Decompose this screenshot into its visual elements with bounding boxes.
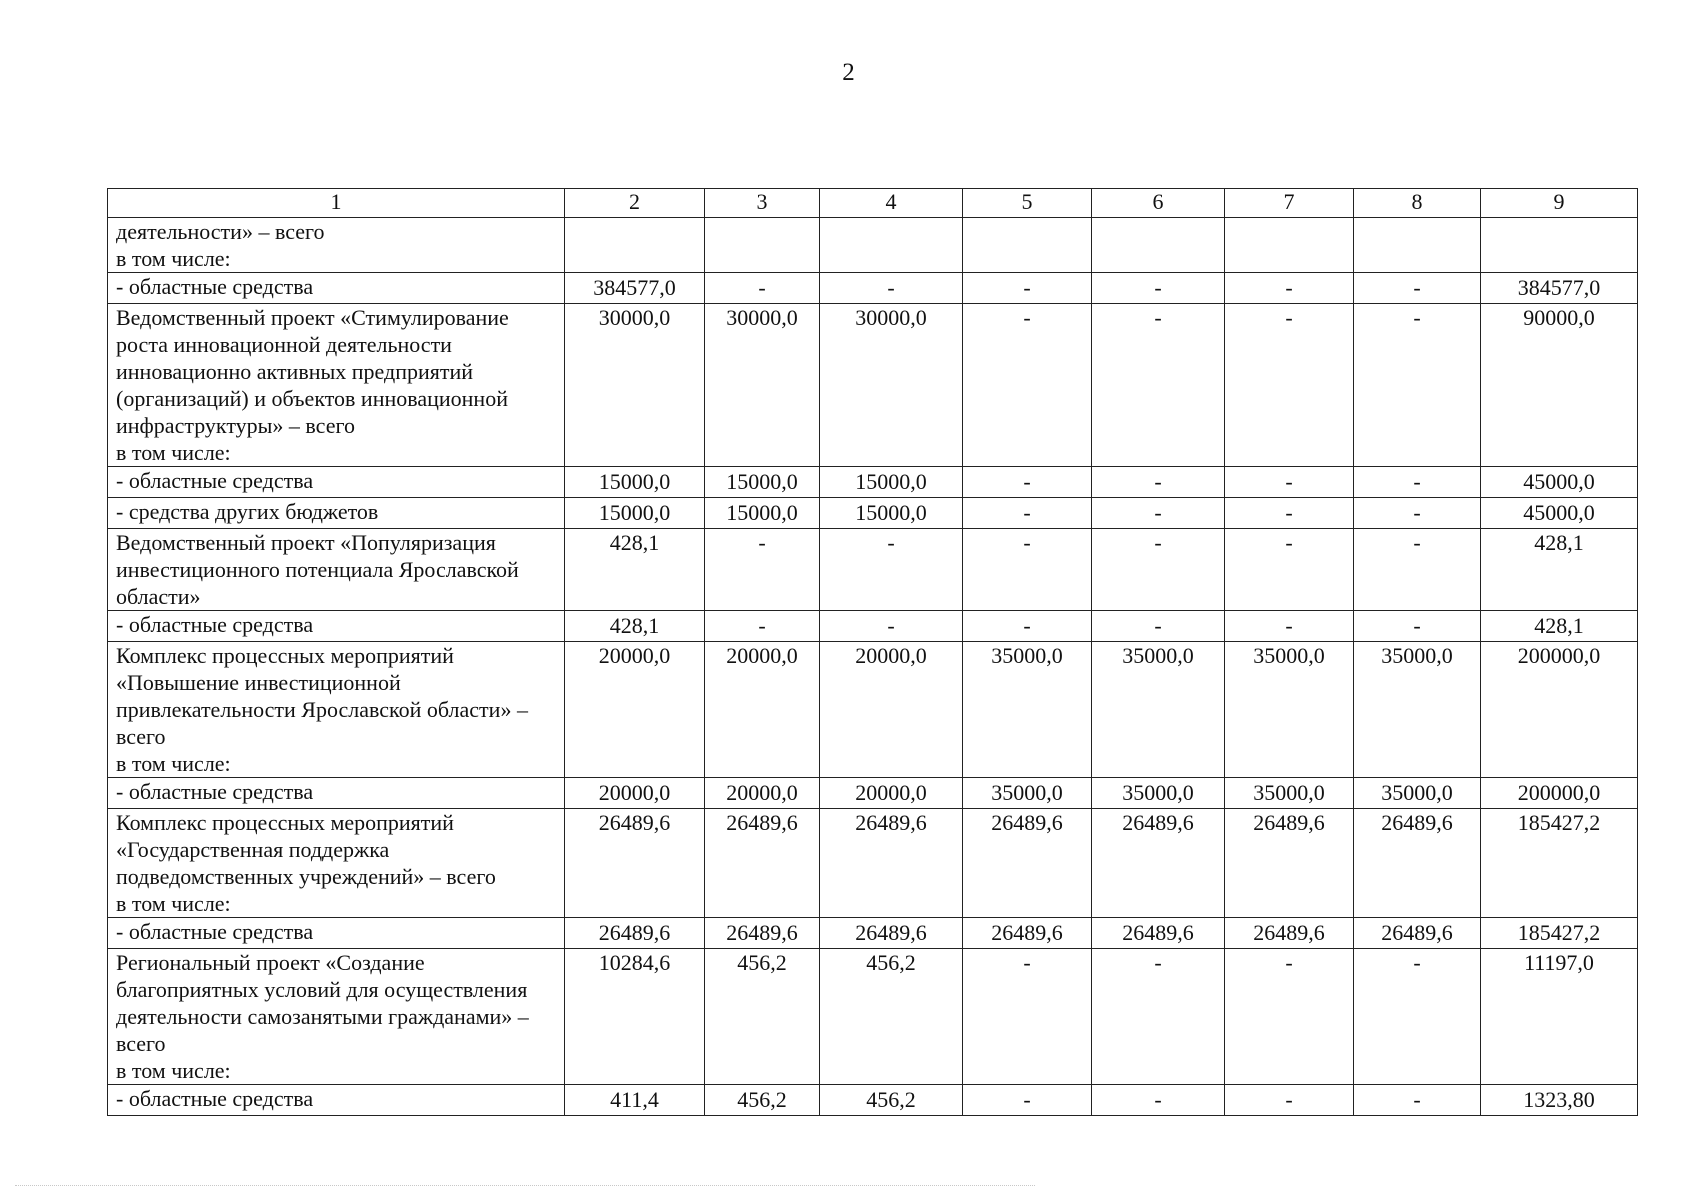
total-value-cell: 185427,2 bbox=[1481, 809, 1638, 918]
year-value-cell: - bbox=[1354, 273, 1481, 304]
column-header: 4 bbox=[820, 189, 963, 218]
funding-source-row bbox=[108, 918, 1638, 949]
year-value-cell: - bbox=[820, 611, 963, 642]
year-value-cell: 15000,0 bbox=[565, 467, 705, 498]
year-value-cell: - bbox=[1092, 529, 1225, 611]
year-value-cell: 26489,6 bbox=[820, 809, 963, 918]
year-value-cell: 456,2 bbox=[705, 949, 820, 1085]
column-header: 9 bbox=[1481, 189, 1638, 218]
row-label: Ведомственный проект «Стимулирование роста инновационной деятельности инновационно активных предприятий (организаций) и объектов инновационной инфраструктуры» – всего в том числе: bbox=[108, 304, 565, 467]
total-value-cell: 45000,0 bbox=[1481, 467, 1638, 498]
year-value-cell: - bbox=[1225, 949, 1354, 1085]
year-value-cell: 26489,6 bbox=[1092, 809, 1225, 918]
total-value-cell: 90000,0 bbox=[1481, 304, 1638, 467]
year-value-cell: - bbox=[963, 467, 1092, 498]
year-value-cell: - bbox=[1354, 467, 1481, 498]
year-value-cell: - bbox=[1225, 304, 1354, 467]
year-value-cell: 20000,0 bbox=[705, 778, 820, 809]
year-value-cell bbox=[565, 218, 705, 273]
row-label: Региональный проект «Создание благоприятных условий для осуществления деятельности самозанятыми гражданами» – всего в том числе: bbox=[108, 949, 565, 1085]
year-value-cell: 20000,0 bbox=[705, 642, 820, 778]
column-header: 2 bbox=[565, 189, 705, 218]
year-value-cell: 26489,6 bbox=[1225, 809, 1354, 918]
year-value-cell: 26489,6 bbox=[705, 809, 820, 918]
total-value-cell bbox=[1481, 218, 1638, 273]
year-value-cell: - bbox=[1092, 498, 1225, 529]
year-value-cell: 15000,0 bbox=[705, 467, 820, 498]
year-value-cell: - bbox=[1225, 467, 1354, 498]
year-value-cell bbox=[963, 218, 1092, 273]
year-value-cell: 26489,6 bbox=[1354, 809, 1481, 918]
year-value-cell: 456,2 bbox=[820, 1085, 963, 1116]
year-value-cell: - bbox=[1354, 611, 1481, 642]
year-value-cell: 20000,0 bbox=[820, 778, 963, 809]
year-value-cell: 456,2 bbox=[820, 949, 963, 1085]
year-value-cell: 15000,0 bbox=[820, 467, 963, 498]
row-label: - средства других бюджетов bbox=[108, 498, 565, 529]
year-value-cell: - bbox=[1092, 467, 1225, 498]
total-value-cell: 384577,0 bbox=[1481, 273, 1638, 304]
year-value-cell: 428,1 bbox=[565, 529, 705, 611]
year-value-cell: - bbox=[1354, 1085, 1481, 1116]
year-value-cell: - bbox=[963, 529, 1092, 611]
year-value-cell bbox=[820, 218, 963, 273]
row-label: - областные средства bbox=[108, 611, 565, 642]
year-value-cell: 20000,0 bbox=[565, 778, 705, 809]
year-value-cell: 10284,6 bbox=[565, 949, 705, 1085]
year-value-cell: - bbox=[1354, 529, 1481, 611]
year-value-cell bbox=[1225, 218, 1354, 273]
program-row bbox=[108, 304, 1638, 467]
row-label: Ведомственный проект «Популяризация инвестиционного потенциала Ярославской области» bbox=[108, 529, 565, 611]
program-row bbox=[108, 218, 1638, 273]
year-value-cell: - bbox=[963, 273, 1092, 304]
funding-source-row bbox=[108, 467, 1638, 498]
page-number: 2 bbox=[842, 59, 855, 86]
year-value-cell: 35000,0 bbox=[1354, 778, 1481, 809]
year-value-cell: - bbox=[1354, 949, 1481, 1085]
year-value-cell: - bbox=[1092, 949, 1225, 1085]
year-value-cell: 428,1 bbox=[565, 611, 705, 642]
year-value-cell: - bbox=[1225, 498, 1354, 529]
year-value-cell: 384577,0 bbox=[565, 273, 705, 304]
year-value-cell: - bbox=[1225, 611, 1354, 642]
year-value-cell: 26489,6 bbox=[963, 809, 1092, 918]
budget-table bbox=[107, 188, 1638, 1116]
year-value-cell: - bbox=[1092, 304, 1225, 467]
year-value-cell: 30000,0 bbox=[565, 304, 705, 467]
row-label: - областные средства bbox=[108, 467, 565, 498]
year-value-cell: 26489,6 bbox=[1092, 918, 1225, 949]
year-value-cell: - bbox=[1225, 529, 1354, 611]
program-row bbox=[108, 642, 1638, 778]
year-value-cell: 26489,6 bbox=[705, 918, 820, 949]
total-value-cell: 200000,0 bbox=[1481, 642, 1638, 778]
year-value-cell: 26489,6 bbox=[1354, 918, 1481, 949]
row-label: - областные средства bbox=[108, 273, 565, 304]
year-value-cell: 26489,6 bbox=[565, 918, 705, 949]
year-value-cell: 20000,0 bbox=[565, 642, 705, 778]
year-value-cell: 26489,6 bbox=[820, 918, 963, 949]
column-header: 3 bbox=[705, 189, 820, 218]
row-label: - областные средства bbox=[108, 778, 565, 809]
year-value-cell: - bbox=[963, 498, 1092, 529]
year-value-cell: 26489,6 bbox=[963, 918, 1092, 949]
scan-artifact-line bbox=[15, 1185, 1035, 1186]
year-value-cell: - bbox=[1092, 1085, 1225, 1116]
total-value-cell: 428,1 bbox=[1481, 611, 1638, 642]
row-label: - областные средства bbox=[108, 1085, 565, 1116]
total-value-cell: 11197,0 bbox=[1481, 949, 1638, 1085]
year-value-cell: - bbox=[705, 611, 820, 642]
year-value-cell: - bbox=[1354, 304, 1481, 467]
funding-source-row bbox=[108, 1085, 1638, 1116]
row-label: Комплекс процессных мероприятий «Повышение инвестиционной привлекательности Ярославской области» – всего в том числе: bbox=[108, 642, 565, 778]
column-number-row bbox=[108, 189, 1638, 218]
row-label: Комплекс процессных мероприятий «Государственная поддержка подведомственных учреждений» – всего в том числе: bbox=[108, 809, 565, 918]
year-value-cell: 15000,0 bbox=[705, 498, 820, 529]
program-row bbox=[108, 949, 1638, 1085]
total-value-cell: 1323,80 bbox=[1481, 1085, 1638, 1116]
column-header: 8 bbox=[1354, 189, 1481, 218]
year-value-cell: 35000,0 bbox=[1092, 642, 1225, 778]
year-value-cell bbox=[1354, 218, 1481, 273]
year-value-cell bbox=[705, 218, 820, 273]
year-value-cell: - bbox=[1092, 611, 1225, 642]
year-value-cell: - bbox=[963, 304, 1092, 467]
program-row bbox=[108, 809, 1638, 918]
year-value-cell: 456,2 bbox=[705, 1085, 820, 1116]
total-value-cell: 185427,2 bbox=[1481, 918, 1638, 949]
row-label: деятельности» – всего в том числе: bbox=[108, 218, 565, 273]
year-value-cell: 15000,0 bbox=[820, 498, 963, 529]
funding-source-row bbox=[108, 273, 1638, 304]
column-header: 7 bbox=[1225, 189, 1354, 218]
year-value-cell: - bbox=[820, 273, 963, 304]
year-value-cell: 30000,0 bbox=[705, 304, 820, 467]
budget-table-body bbox=[108, 189, 1638, 1116]
year-value-cell: 35000,0 bbox=[1354, 642, 1481, 778]
year-value-cell bbox=[1092, 218, 1225, 273]
total-value-cell: 200000,0 bbox=[1481, 778, 1638, 809]
year-value-cell: 26489,6 bbox=[565, 809, 705, 918]
row-label: - областные средства bbox=[108, 918, 565, 949]
column-header: 6 bbox=[1092, 189, 1225, 218]
year-value-cell: - bbox=[1225, 1085, 1354, 1116]
year-value-cell: 35000,0 bbox=[1092, 778, 1225, 809]
year-value-cell: 35000,0 bbox=[963, 642, 1092, 778]
year-value-cell: - bbox=[1354, 498, 1481, 529]
funding-source-row bbox=[108, 611, 1638, 642]
year-value-cell: - bbox=[820, 529, 963, 611]
year-value-cell: - bbox=[1092, 273, 1225, 304]
year-value-cell: 411,4 bbox=[565, 1085, 705, 1116]
year-value-cell: 15000,0 bbox=[565, 498, 705, 529]
year-value-cell: 26489,6 bbox=[1225, 918, 1354, 949]
year-value-cell: - bbox=[963, 1085, 1092, 1116]
funding-source-row bbox=[108, 778, 1638, 809]
year-value-cell: 35000,0 bbox=[1225, 642, 1354, 778]
year-value-cell: 30000,0 bbox=[820, 304, 963, 467]
year-value-cell: - bbox=[705, 529, 820, 611]
year-value-cell: - bbox=[963, 949, 1092, 1085]
year-value-cell: - bbox=[1225, 273, 1354, 304]
total-value-cell: 45000,0 bbox=[1481, 498, 1638, 529]
total-value-cell: 428,1 bbox=[1481, 529, 1638, 611]
column-header: 5 bbox=[963, 189, 1092, 218]
year-value-cell: 35000,0 bbox=[963, 778, 1092, 809]
year-value-cell: 35000,0 bbox=[1225, 778, 1354, 809]
year-value-cell: - bbox=[963, 611, 1092, 642]
column-header: 1 bbox=[108, 189, 565, 218]
funding-source-row bbox=[108, 498, 1638, 529]
year-value-cell: - bbox=[705, 273, 820, 304]
year-value-cell: 20000,0 bbox=[820, 642, 963, 778]
program-row bbox=[108, 529, 1638, 611]
